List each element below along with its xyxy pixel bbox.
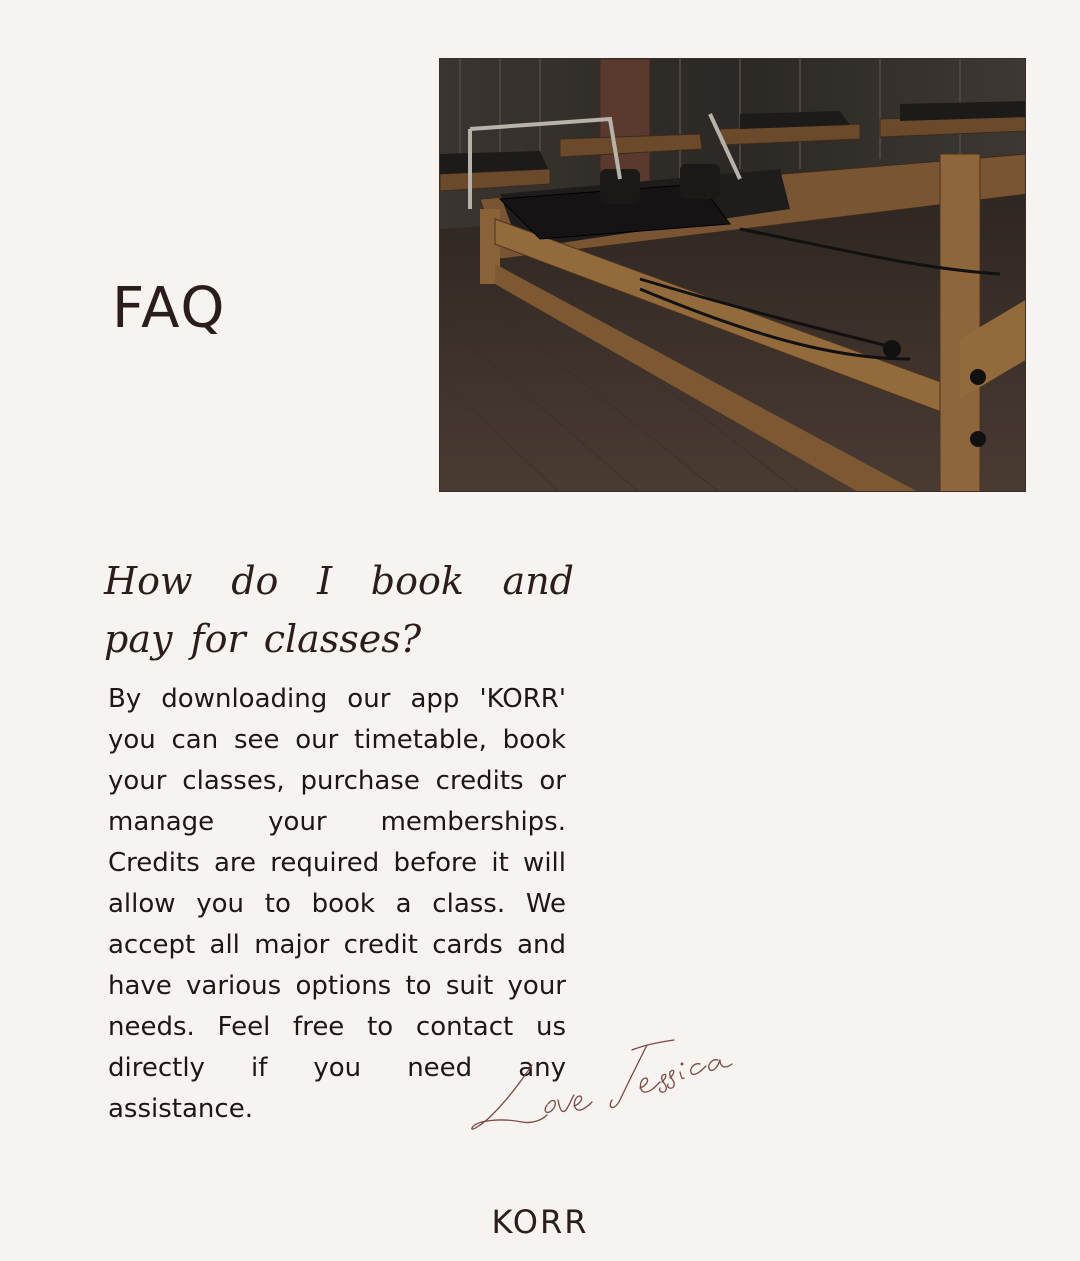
faq-question: How do I book and pay for classes? — [104, 559, 574, 661]
page-title: FAQ — [112, 275, 227, 341]
brand-logo: KORR — [491, 1203, 589, 1241]
studio-photo — [439, 58, 1026, 492]
signature-love-jessica — [462, 1020, 762, 1150]
faq-answer: By downloading our app 'KORR' you can see our timetable, book your classes, purchase credits or manage your memberships. Credits are required before it will allow you to book a class. We accept all major credit cards and have various options to suit your needs. Feel free to contact us directly if you need any assistance. — [108, 684, 566, 1124]
